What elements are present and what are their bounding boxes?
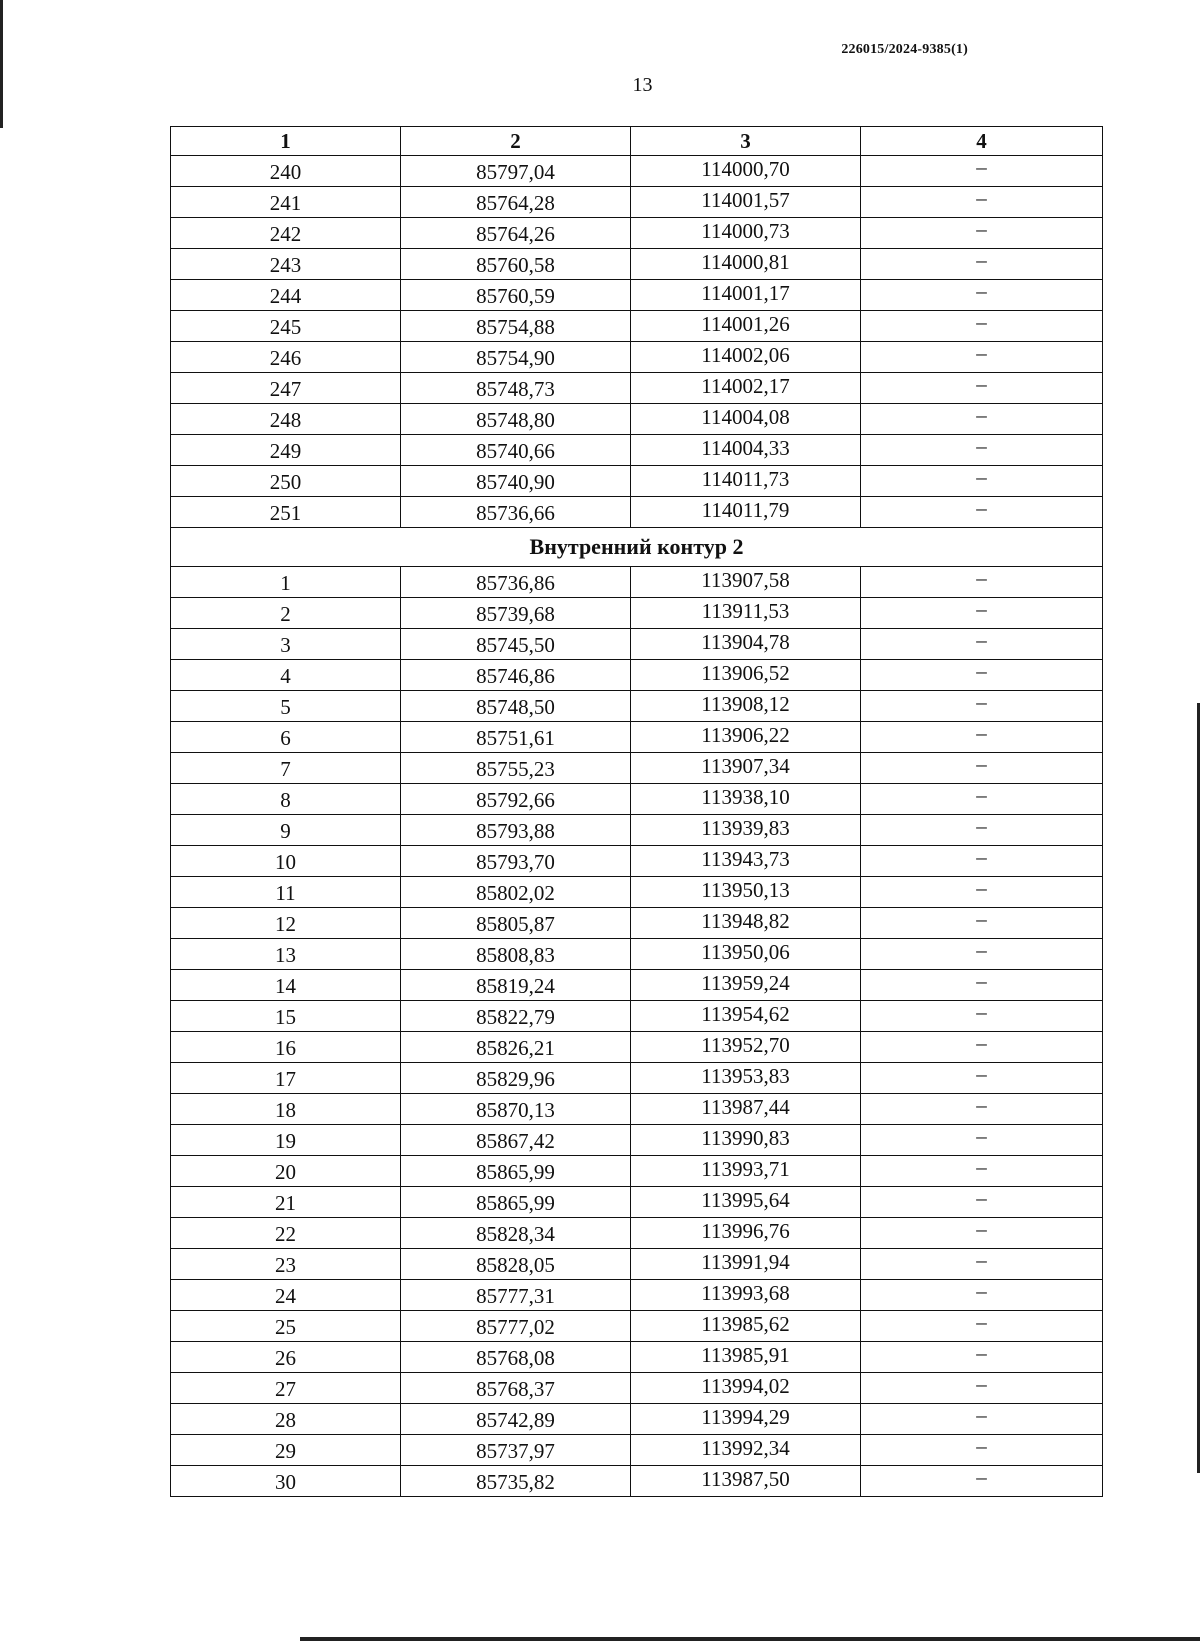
x-coordinate-cell: 85828,05	[401, 1249, 631, 1280]
note-cell: –	[861, 435, 1103, 466]
y-coordinate-cell: 114000,70	[631, 156, 861, 187]
table-row	[171, 1435, 1103, 1466]
point-number-cell: 23	[171, 1249, 401, 1280]
y-coordinate-cell: 113996,76	[631, 1218, 861, 1249]
x-coordinate-cell: 85760,59	[401, 280, 631, 311]
column-header: 3	[631, 127, 861, 156]
table-row	[171, 1001, 1103, 1032]
x-coordinate-cell: 85754,88	[401, 311, 631, 342]
point-number-cell: 25	[171, 1311, 401, 1342]
note-cell: –	[861, 815, 1103, 846]
point-number-cell: 1	[171, 567, 401, 598]
table-row	[171, 629, 1103, 660]
coordinates-table	[170, 126, 1103, 1497]
point-number-cell: 242	[171, 218, 401, 249]
y-coordinate-cell: 114002,06	[631, 342, 861, 373]
table-row	[171, 660, 1103, 691]
y-coordinate-cell: 114001,57	[631, 187, 861, 218]
y-coordinate-cell: 113990,83	[631, 1125, 861, 1156]
y-coordinate-cell: 114000,73	[631, 218, 861, 249]
point-number-cell: 248	[171, 404, 401, 435]
point-number-cell: 247	[171, 373, 401, 404]
table-row	[171, 753, 1103, 784]
x-coordinate-cell: 85828,34	[401, 1218, 631, 1249]
point-number-cell: 240	[171, 156, 401, 187]
y-coordinate-cell: 114001,26	[631, 311, 861, 342]
table-row	[171, 156, 1103, 187]
x-coordinate-cell: 85736,66	[401, 497, 631, 528]
x-coordinate-cell: 85751,61	[401, 722, 631, 753]
x-coordinate-cell: 85819,24	[401, 970, 631, 1001]
table-row	[171, 722, 1103, 753]
x-coordinate-cell: 85735,82	[401, 1466, 631, 1497]
note-cell: –	[861, 908, 1103, 939]
y-coordinate-cell: 113954,62	[631, 1001, 861, 1032]
table-header	[171, 127, 1103, 156]
y-coordinate-cell: 113908,12	[631, 691, 861, 722]
table-row	[171, 567, 1103, 598]
note-cell: –	[861, 1280, 1103, 1311]
point-number-cell: 243	[171, 249, 401, 280]
y-coordinate-cell: 113938,10	[631, 784, 861, 815]
x-coordinate-cell: 85764,28	[401, 187, 631, 218]
x-coordinate-cell: 85822,79	[401, 1001, 631, 1032]
y-coordinate-cell: 113904,78	[631, 629, 861, 660]
x-coordinate-cell: 85740,90	[401, 466, 631, 497]
point-number-cell: 24	[171, 1280, 401, 1311]
y-coordinate-cell: 113993,71	[631, 1156, 861, 1187]
x-coordinate-cell: 85748,80	[401, 404, 631, 435]
point-number-cell: 245	[171, 311, 401, 342]
x-coordinate-cell: 85792,66	[401, 784, 631, 815]
note-cell: –	[861, 1311, 1103, 1342]
y-coordinate-cell: 113987,50	[631, 1466, 861, 1497]
x-coordinate-cell: 85865,99	[401, 1187, 631, 1218]
point-number-cell: 9	[171, 815, 401, 846]
x-coordinate-cell: 85739,68	[401, 598, 631, 629]
note-cell: –	[861, 1187, 1103, 1218]
point-number-cell: 26	[171, 1342, 401, 1373]
column-header: 1	[171, 127, 401, 156]
note-cell: –	[861, 1218, 1103, 1249]
section-row	[171, 528, 1103, 567]
table-row	[171, 815, 1103, 846]
y-coordinate-cell: 113985,91	[631, 1342, 861, 1373]
y-coordinate-cell: 113950,13	[631, 877, 861, 908]
note-cell: –	[861, 939, 1103, 970]
note-cell: –	[861, 598, 1103, 629]
x-coordinate-cell: 85736,86	[401, 567, 631, 598]
point-number-cell: 2	[171, 598, 401, 629]
table-row	[171, 846, 1103, 877]
table-row	[171, 1311, 1103, 1342]
point-number-cell: 21	[171, 1187, 401, 1218]
note-cell: –	[861, 1063, 1103, 1094]
note-cell: –	[861, 567, 1103, 598]
y-coordinate-cell: 113911,53	[631, 598, 861, 629]
y-coordinate-cell: 113993,68	[631, 1280, 861, 1311]
note-cell: –	[861, 846, 1103, 877]
table-row	[171, 342, 1103, 373]
x-coordinate-cell: 85797,04	[401, 156, 631, 187]
note-cell: –	[861, 1373, 1103, 1404]
x-coordinate-cell: 85764,26	[401, 218, 631, 249]
note-cell: –	[861, 280, 1103, 311]
point-number-cell: 5	[171, 691, 401, 722]
note-cell: –	[861, 342, 1103, 373]
scan-edge-left	[0, 0, 3, 128]
note-cell: –	[861, 1032, 1103, 1063]
y-coordinate-cell: 113994,02	[631, 1373, 861, 1404]
table-row	[171, 497, 1103, 528]
y-coordinate-cell: 113992,34	[631, 1435, 861, 1466]
page-number: 13	[632, 74, 653, 96]
y-coordinate-cell: 113950,06	[631, 939, 861, 970]
table-row	[171, 1094, 1103, 1125]
point-number-cell: 18	[171, 1094, 401, 1125]
point-number-cell: 14	[171, 970, 401, 1001]
y-coordinate-cell: 114011,79	[631, 497, 861, 528]
note-cell: –	[861, 1404, 1103, 1435]
column-header: 2	[401, 127, 631, 156]
note-cell: –	[861, 753, 1103, 784]
x-coordinate-cell: 85748,50	[401, 691, 631, 722]
x-coordinate-cell: 85793,88	[401, 815, 631, 846]
table-section	[171, 528, 1103, 567]
scan-edge-bottom	[300, 1637, 1200, 1641]
point-number-cell: 3	[171, 629, 401, 660]
table-row	[171, 784, 1103, 815]
y-coordinate-cell: 113939,83	[631, 815, 861, 846]
table-row	[171, 1187, 1103, 1218]
y-coordinate-cell: 114002,17	[631, 373, 861, 404]
point-number-cell: 13	[171, 939, 401, 970]
table-row	[171, 404, 1103, 435]
table-row	[171, 908, 1103, 939]
note-cell: –	[861, 497, 1103, 528]
table-row	[171, 598, 1103, 629]
point-number-cell: 17	[171, 1063, 401, 1094]
note-cell: –	[861, 629, 1103, 660]
table-row	[171, 1063, 1103, 1094]
point-number-cell: 11	[171, 877, 401, 908]
table-row	[171, 970, 1103, 1001]
x-coordinate-cell: 85742,89	[401, 1404, 631, 1435]
table-row	[171, 1249, 1103, 1280]
point-number-cell: 4	[171, 660, 401, 691]
point-number-cell: 28	[171, 1404, 401, 1435]
y-coordinate-cell: 113943,73	[631, 846, 861, 877]
y-coordinate-cell: 113907,58	[631, 567, 861, 598]
table-row	[171, 1125, 1103, 1156]
table-row	[171, 435, 1103, 466]
y-coordinate-cell: 113994,29	[631, 1404, 861, 1435]
point-number-cell: 241	[171, 187, 401, 218]
note-cell: –	[861, 1094, 1103, 1125]
point-number-cell: 12	[171, 908, 401, 939]
table-row	[171, 218, 1103, 249]
table-row	[171, 691, 1103, 722]
note-cell: –	[861, 218, 1103, 249]
x-coordinate-cell: 85746,86	[401, 660, 631, 691]
y-coordinate-cell: 114011,73	[631, 466, 861, 497]
y-coordinate-cell: 113995,64	[631, 1187, 861, 1218]
note-cell: –	[861, 877, 1103, 908]
table-row	[171, 373, 1103, 404]
table-row	[171, 877, 1103, 908]
note-cell: –	[861, 660, 1103, 691]
x-coordinate-cell: 85755,23	[401, 753, 631, 784]
y-coordinate-cell: 113953,83	[631, 1063, 861, 1094]
point-number-cell: 7	[171, 753, 401, 784]
point-number-cell: 244	[171, 280, 401, 311]
table-row	[171, 1404, 1103, 1435]
x-coordinate-cell: 85748,73	[401, 373, 631, 404]
y-coordinate-cell: 114004,08	[631, 404, 861, 435]
table-row	[171, 1280, 1103, 1311]
note-cell: –	[861, 1249, 1103, 1280]
table-row	[171, 1466, 1103, 1497]
note-cell: –	[861, 373, 1103, 404]
point-number-cell: 16	[171, 1032, 401, 1063]
note-cell: –	[861, 784, 1103, 815]
point-number-cell: 15	[171, 1001, 401, 1032]
section-title: Внутренний контур 2	[171, 528, 1103, 567]
x-coordinate-cell: 85740,66	[401, 435, 631, 466]
point-number-cell: 30	[171, 1466, 401, 1497]
table-row	[171, 1156, 1103, 1187]
table-row	[171, 311, 1103, 342]
x-coordinate-cell: 85745,50	[401, 629, 631, 660]
x-coordinate-cell: 85829,96	[401, 1063, 631, 1094]
y-coordinate-cell: 113952,70	[631, 1032, 861, 1063]
note-cell: –	[861, 249, 1103, 280]
table-row	[171, 1032, 1103, 1063]
point-number-cell: 20	[171, 1156, 401, 1187]
table-body-inner-contour-2	[171, 567, 1103, 1497]
note-cell: –	[861, 1466, 1103, 1497]
table-row	[171, 1342, 1103, 1373]
table-row	[171, 280, 1103, 311]
y-coordinate-cell: 114000,81	[631, 249, 861, 280]
document-number: 226015/2024-9385(1)	[841, 42, 968, 57]
x-coordinate-cell: 85808,83	[401, 939, 631, 970]
note-cell: –	[861, 1435, 1103, 1466]
x-coordinate-cell: 85777,31	[401, 1280, 631, 1311]
y-coordinate-cell: 113948,82	[631, 908, 861, 939]
note-cell: –	[861, 404, 1103, 435]
x-coordinate-cell: 85870,13	[401, 1094, 631, 1125]
point-number-cell: 249	[171, 435, 401, 466]
y-coordinate-cell: 114004,33	[631, 435, 861, 466]
y-coordinate-cell: 113959,24	[631, 970, 861, 1001]
table-row	[171, 187, 1103, 218]
point-number-cell: 22	[171, 1218, 401, 1249]
note-cell: –	[861, 1001, 1103, 1032]
x-coordinate-cell: 85777,02	[401, 1311, 631, 1342]
x-coordinate-cell: 85737,97	[401, 1435, 631, 1466]
table-row	[171, 939, 1103, 970]
point-number-cell: 8	[171, 784, 401, 815]
x-coordinate-cell: 85754,90	[401, 342, 631, 373]
note-cell: –	[861, 311, 1103, 342]
x-coordinate-cell: 85826,21	[401, 1032, 631, 1063]
y-coordinate-cell: 113907,34	[631, 753, 861, 784]
x-coordinate-cell: 85760,58	[401, 249, 631, 280]
point-number-cell: 246	[171, 342, 401, 373]
y-coordinate-cell: 114001,17	[631, 280, 861, 311]
note-cell: –	[861, 691, 1103, 722]
point-number-cell: 29	[171, 1435, 401, 1466]
y-coordinate-cell: 113906,22	[631, 722, 861, 753]
note-cell: –	[861, 970, 1103, 1001]
x-coordinate-cell: 85793,70	[401, 846, 631, 877]
y-coordinate-cell: 113991,94	[631, 1249, 861, 1280]
note-cell: –	[861, 722, 1103, 753]
point-number-cell: 10	[171, 846, 401, 877]
y-coordinate-cell: 113987,44	[631, 1094, 861, 1125]
point-number-cell: 250	[171, 466, 401, 497]
note-cell: –	[861, 156, 1103, 187]
table-row	[171, 466, 1103, 497]
note-cell: –	[861, 1342, 1103, 1373]
point-number-cell: 6	[171, 722, 401, 753]
x-coordinate-cell: 85865,99	[401, 1156, 631, 1187]
header-row	[171, 127, 1103, 156]
table-row	[171, 1373, 1103, 1404]
column-header: 4	[861, 127, 1103, 156]
table-row	[171, 249, 1103, 280]
point-number-cell: 251	[171, 497, 401, 528]
x-coordinate-cell: 85802,02	[401, 877, 631, 908]
point-number-cell: 27	[171, 1373, 401, 1404]
x-coordinate-cell: 85768,37	[401, 1373, 631, 1404]
x-coordinate-cell: 85867,42	[401, 1125, 631, 1156]
x-coordinate-cell: 85768,08	[401, 1342, 631, 1373]
y-coordinate-cell: 113906,52	[631, 660, 861, 691]
table-body-outer-contour	[171, 156, 1103, 528]
table-row	[171, 1218, 1103, 1249]
y-coordinate-cell: 113985,62	[631, 1311, 861, 1342]
note-cell: –	[861, 466, 1103, 497]
x-coordinate-cell: 85805,87	[401, 908, 631, 939]
note-cell: –	[861, 1125, 1103, 1156]
point-number-cell: 19	[171, 1125, 401, 1156]
note-cell: –	[861, 187, 1103, 218]
note-cell: –	[861, 1156, 1103, 1187]
